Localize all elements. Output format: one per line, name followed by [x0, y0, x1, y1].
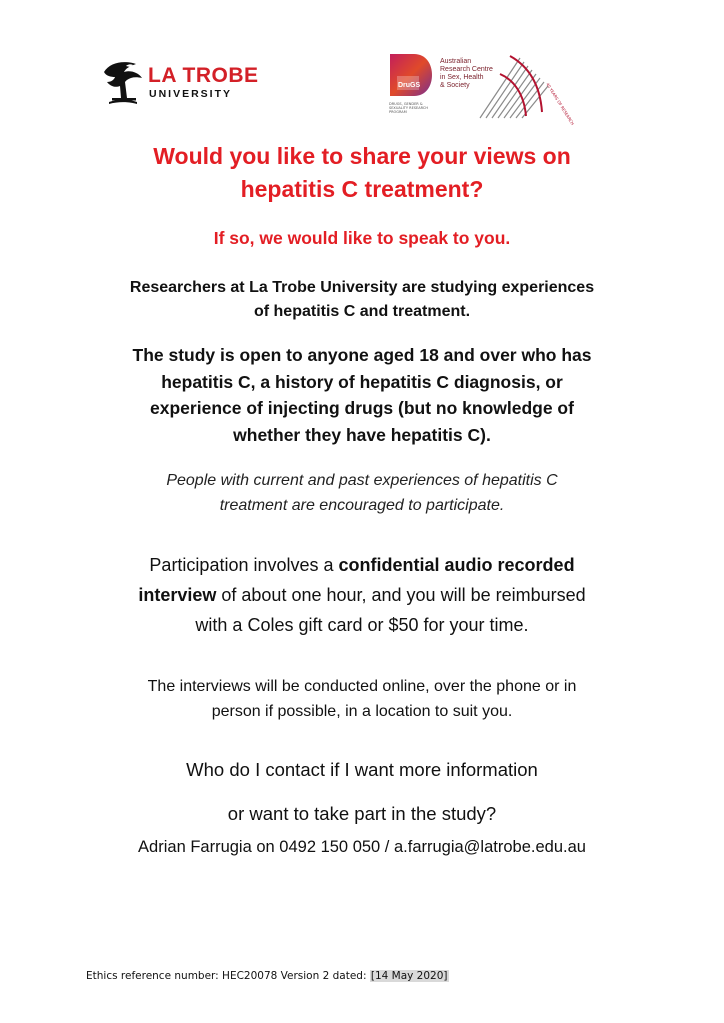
- encouragement-paragraph: [60, 468, 664, 518]
- ethics-reference: Ethics reference number: HEC20078 Version 2 dated:: [86, 970, 370, 982]
- participation-line: [60, 550, 664, 580]
- intro-paragraph: [60, 276, 664, 324]
- headline: [60, 140, 664, 206]
- contact-question: [60, 748, 664, 836]
- contact-details: Adrian Farrugia on 0492 150 050 / a.farrugia@latrobe.edu.au: [138, 838, 586, 856]
- headline-line: hepatitis C treatment?: [240, 176, 484, 202]
- eligibility-paragraph: [60, 342, 664, 448]
- participation-line: [60, 580, 664, 610]
- arcshs-line: Australian: [440, 58, 472, 65]
- drugs-label: DruGS: [398, 82, 421, 89]
- eagle-icon: [100, 58, 144, 106]
- drugs-caption: DRUGS, GENDER & SEXUALITY RESEARCH PROGRAM: [389, 102, 428, 114]
- encourage-line: treatment are encouraged to participate.: [219, 497, 505, 514]
- latrobe-name: LA TROBE: [148, 64, 259, 87]
- headline-line: Would you like to share your views on: [153, 143, 571, 169]
- subheading: If so, we would like to speak to you.: [213, 228, 511, 248]
- eligibility-line: experience of injecting drugs (but no knowledge of: [150, 398, 574, 418]
- participation-bold-text: interview: [138, 585, 217, 605]
- interviews-line: person if possible, in a location to suit you.: [211, 703, 513, 720]
- participation-text: Participation involves a: [149, 555, 339, 575]
- intro-line: of hepatitis C and treatment.: [253, 303, 471, 320]
- latrobe-logo: [100, 58, 270, 108]
- participation-text: of about one hour, and you will be reimbursed: [216, 585, 586, 605]
- participation-line: with a Coles gift card or $50 for your time.: [195, 615, 529, 635]
- intro-line: Researchers at La Trobe University are studying experiences: [129, 279, 595, 296]
- eligibility-line: The study is open to anyone aged 18 and over who has: [132, 345, 592, 365]
- interviews-paragraph: [60, 674, 664, 724]
- participation-bold-text: confidential audio recorded: [338, 555, 575, 575]
- arcshs-side-text: 40 YEARS OF RESEARCH: [545, 81, 576, 126]
- participation-paragraph: [60, 550, 664, 640]
- arcshs-logo: [388, 52, 576, 126]
- ethics-date: [14 May 2020]: [370, 970, 448, 982]
- arcshs-emblem: [480, 54, 576, 126]
- contact-question-line: Who do I contact if I want more information: [186, 759, 538, 780]
- eligibility-line: hepatitis C, a history of hepatitis C diagnosis, or: [161, 371, 563, 392]
- drugs-logo: [388, 52, 434, 98]
- arcshs-line: Research Centre: [440, 66, 493, 73]
- arcshs-line: in Sex, Health: [440, 74, 484, 81]
- latrobe-subtitle: UNIVERSITY: [149, 88, 233, 100]
- arcshs-line: & Society: [440, 82, 470, 89]
- contact-question-line: or want to take part in the study?: [227, 803, 497, 824]
- interviews-line: The interviews will be conducted online, over the phone or in: [147, 678, 577, 695]
- ethics-footer: [86, 969, 449, 983]
- encourage-line: People with current and past experiences of hepatitis C: [166, 472, 558, 489]
- eligibility-line: whether they have hepatitis C).: [233, 424, 491, 445]
